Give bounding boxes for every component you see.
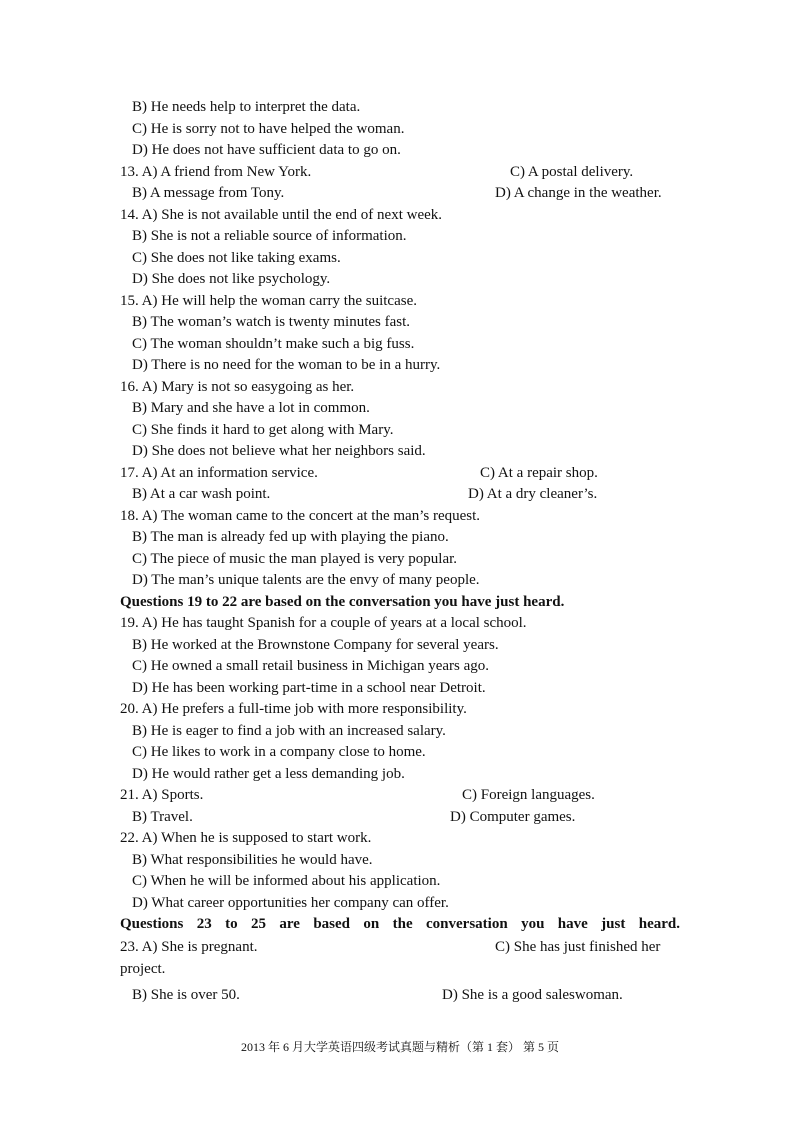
- answer-text: B) At a car wash point.: [132, 486, 271, 502]
- answer-text-column-2: D) Computer games.: [450, 808, 576, 825]
- answer-text: 22. A) When he is supposed to start work.: [120, 830, 372, 846]
- answer-text: C) The piece of music the man played is very popular.: [132, 550, 458, 567]
- answer-line: [120, 183, 680, 205]
- answer-text-column-2: D) At a dry cleaner’s.: [468, 486, 598, 502]
- answer-line: [120, 635, 680, 657]
- answer-text: B) She is not a reliable source of information.: [132, 228, 407, 244]
- answer-line: [120, 721, 680, 743]
- answer-text: C) She finds it hard to get along with Mary.: [132, 421, 394, 438]
- answer-text: B) Mary and she have a lot in common.: [132, 400, 370, 416]
- answer-text: 21. A) Sports.: [120, 787, 204, 803]
- answer-line: [120, 828, 680, 850]
- answer-line: [120, 398, 680, 420]
- answer-line: [120, 312, 680, 334]
- q23-option-b: B) She is over 50.: [132, 987, 240, 1003]
- answer-text-column-2: C) Foreign languages.: [462, 787, 595, 803]
- answer-line: [120, 742, 680, 764]
- question-23: [120, 937, 680, 1007]
- q23-option-c-continued: project.: [120, 960, 166, 977]
- answer-text: D) She does not believe what her neighbors said.: [132, 443, 426, 459]
- answer-line: [120, 119, 680, 141]
- answer-text: B) He worked at the Brownstone Company for several years.: [132, 636, 499, 653]
- answer-text: B) A message from Tony.: [132, 185, 285, 201]
- answer-text: D) He would rather get a less demanding job.: [132, 765, 405, 782]
- answer-text-column-2: C) A postal delivery.: [510, 163, 634, 180]
- answer-text: C) She does not like taking exams.: [132, 249, 341, 266]
- answer-text: B) The woman’s watch is twenty minutes fast.: [132, 314, 411, 330]
- answer-text: C) When he will be informed about his application.: [132, 873, 441, 889]
- section-heading: [120, 914, 680, 936]
- answer-line: [120, 549, 680, 571]
- answer-text-column-2: C) At a repair shop.: [480, 464, 598, 481]
- answer-text: D) He has been working part-time in a school near Detroit.: [132, 679, 486, 696]
- answer-text: C) The woman shouldn’t make such a big fuss.: [132, 335, 415, 352]
- answer-line: [120, 656, 680, 678]
- q23-option-c: C) She has just finished her: [495, 939, 661, 955]
- answer-line: [120, 291, 680, 313]
- answer-line: [120, 484, 680, 506]
- answer-line: [120, 420, 680, 442]
- answer-text: B) He is eager to find a job with an increased salary.: [132, 722, 446, 739]
- answer-text: C) He is sorry not to have helped the woman.: [132, 120, 405, 137]
- answer-line: [120, 355, 680, 377]
- answer-text: 16. A) Mary is not so easygoing as her.: [120, 378, 355, 395]
- answer-text-column-2: D) A change in the weather.: [495, 185, 662, 201]
- answer-text: D) She does not like psychology.: [132, 271, 331, 287]
- answer-line: [120, 97, 680, 119]
- answer-line: [120, 570, 680, 592]
- answer-line: [120, 248, 680, 270]
- page-footer: 2013 年 6 月大学英语四级考试真题与精析（第 1 套） 第 5 页: [240, 1040, 559, 1054]
- answer-line: [120, 871, 680, 893]
- answer-text: 15. A) He will help the woman carry the suitcase.: [120, 292, 417, 309]
- answer-line: [120, 226, 680, 248]
- answer-text: D) What career opportunities her company can offer.: [132, 894, 449, 911]
- answer-text: C) He owned a small retail business in Michigan years ago.: [132, 658, 489, 674]
- answer-text: 20. A) He prefers a full-time job with more responsibility.: [120, 701, 467, 717]
- answer-text: 13. A) A friend from New York.: [120, 163, 312, 180]
- answer-line: [120, 785, 680, 807]
- answer-text: B) What responsibilities he would have.: [132, 851, 373, 868]
- answer-text: 19. A) He has taught Spanish for a couple of years at a local school.: [120, 615, 527, 631]
- answer-line: [120, 463, 680, 485]
- answer-line: [120, 699, 680, 721]
- answer-text: 14. A) She is not available until the end of next week.: [120, 206, 443, 223]
- answer-text: C) He likes to work in a company close to home.: [132, 744, 426, 760]
- answer-line: [120, 527, 680, 549]
- answer-line: [120, 140, 680, 162]
- answer-line: [120, 162, 680, 184]
- answer-line: [120, 377, 680, 399]
- q23-option-d: D) She is a good saleswoman.: [442, 987, 623, 1003]
- answer-line: [120, 807, 680, 829]
- answer-text: D) He does not have sufficient data to go on.: [132, 142, 401, 158]
- section-heading: [120, 592, 680, 614]
- answer-text: D) The man’s unique talents are the envy of many people.: [132, 572, 480, 588]
- answer-text: B) He needs help to interpret the data.: [132, 99, 361, 115]
- answer-text: 18. A) The woman came to the concert at the man’s request.: [120, 507, 481, 524]
- answer-text: 17. A) At an information service.: [120, 464, 318, 481]
- answer-line: [120, 441, 680, 463]
- answer-line: [120, 850, 680, 872]
- answer-line: [120, 334, 680, 356]
- answer-line: [120, 678, 680, 700]
- answer-line: [120, 613, 680, 635]
- answer-text: Questions 19 to 22 are based on the conversation you have just heard.: [120, 593, 565, 610]
- answer-text: B) The man is already fed up with playing the piano.: [132, 529, 449, 545]
- answer-line: [120, 764, 680, 786]
- answer-line: [120, 205, 680, 227]
- answer-text: B) Travel.: [132, 808, 193, 825]
- question-list: [120, 97, 680, 936]
- answer-line: [120, 506, 680, 528]
- q23-option-a: 23. A) She is pregnant.: [120, 939, 258, 955]
- answer-line: [120, 269, 680, 291]
- answer-line: [120, 893, 680, 915]
- answer-text: Questions 23 to 25 are based on the conversation you have just heard.: [120, 916, 680, 932]
- answer-text: D) There is no need for the woman to be in a hurry.: [132, 357, 441, 373]
